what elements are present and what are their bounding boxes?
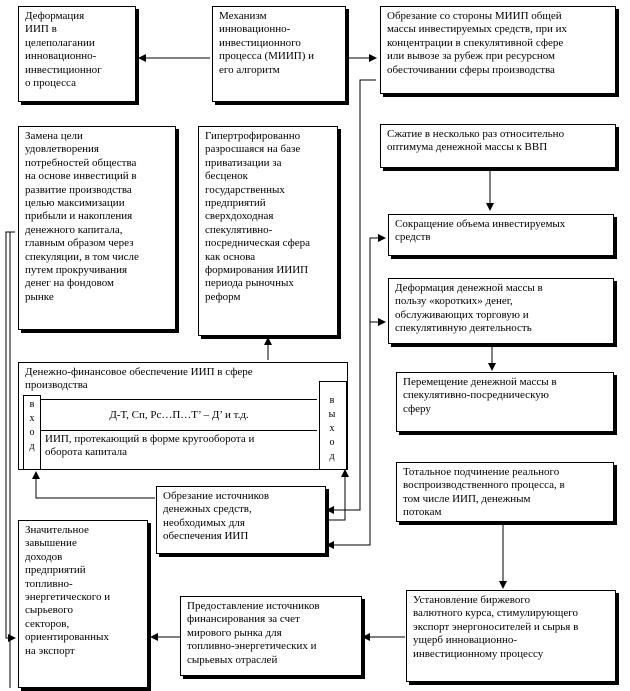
box-movement: Перемещение денежной массы в спекулятивно-посредническую сферу — [396, 372, 614, 432]
input-label: в х о д — [29, 399, 35, 452]
box-cut-miip: Обрезание со стороны МИИП общей массы инвестируемых средств, при их концентрации в спекулятивной сфере или вывозе за рубеж при ресурсном обесточивании сферы производства — [380, 6, 616, 94]
output-label: в ы х о д — [328, 395, 336, 462]
box-total-subordination: Тотальное подчинение реального воспроизводственного процесса, в том числе ИИП, денежным потокам — [396, 462, 614, 522]
arrow-goalreplace-down — [10, 232, 15, 688]
box-reduction: Сокращение объема инвестируемых средств — [388, 214, 614, 256]
box-deformation: Деформация ИИП в целеполагании инновационно- инвестиционног о процесса — [18, 6, 136, 102]
box-mechanism: Механизм инновационно- инвестиционного процесса (МИИП) и его алгоритм — [212, 6, 346, 102]
formula-row: Д-Т, Сп, Рс…П…Т’ – Д’ и т.д. — [41, 399, 317, 431]
arrow-cutsources-to-financing-left — [36, 472, 155, 498]
iip-cycle-row: ИИП, протекающий в форме кругооборота и оборота капитала — [45, 433, 255, 459]
output-strip — [319, 381, 347, 470]
box-hypertrophy: Гипертрофированно разросшаяся на базе приватизации за бесценок государственных предприятий сверхдоходная спекулятивно- посредническая сфера как основа формирования ИИИП периода рыночных реформ — [198, 126, 338, 336]
box-provision: Предоставление источников финансирования за счет мирового рынка для топливно-энергетических и сырьевых отраслей — [180, 596, 362, 676]
input-strip — [23, 395, 41, 470]
box-cut-sources: Обрезание источников денежных средств, необходимых для обеспечения ИИП — [156, 486, 326, 554]
box-compression: Сжатие в несколько раз относительно оптимума денежной массы к ВВП — [380, 124, 616, 168]
box-excess-income: Значительное завышение доходов предприятий топливно- энергетического и сырьевого секторов, ориентированных на экспорт — [18, 520, 148, 688]
box-exchange-rate: Установление биржевого валютного курса, стимулирующего экспорт энергоносителей и сырья в ущерб инновационно- инвестиционному процессу — [406, 590, 616, 682]
box-goal-replace: Замена цели удовлетворения потребностей общества на основе инвестиций в развитие производства целью максимизации прибыли и накопления денежного капитала, главным образом через спекуляции, в том числе путем прокручивания денег на фондовом рынке — [18, 126, 176, 330]
arrow-cutsources-to-financing-right — [327, 470, 345, 520]
box-money-deform: Деформация денежной массы в пользу «коротких» денег, обслуживающих торговую и спекулятивную деятельность — [388, 278, 614, 344]
financing-title: Денежно-финансовое обеспечение ИИП в сфере производства — [25, 366, 253, 392]
box-financing — [18, 362, 348, 470]
